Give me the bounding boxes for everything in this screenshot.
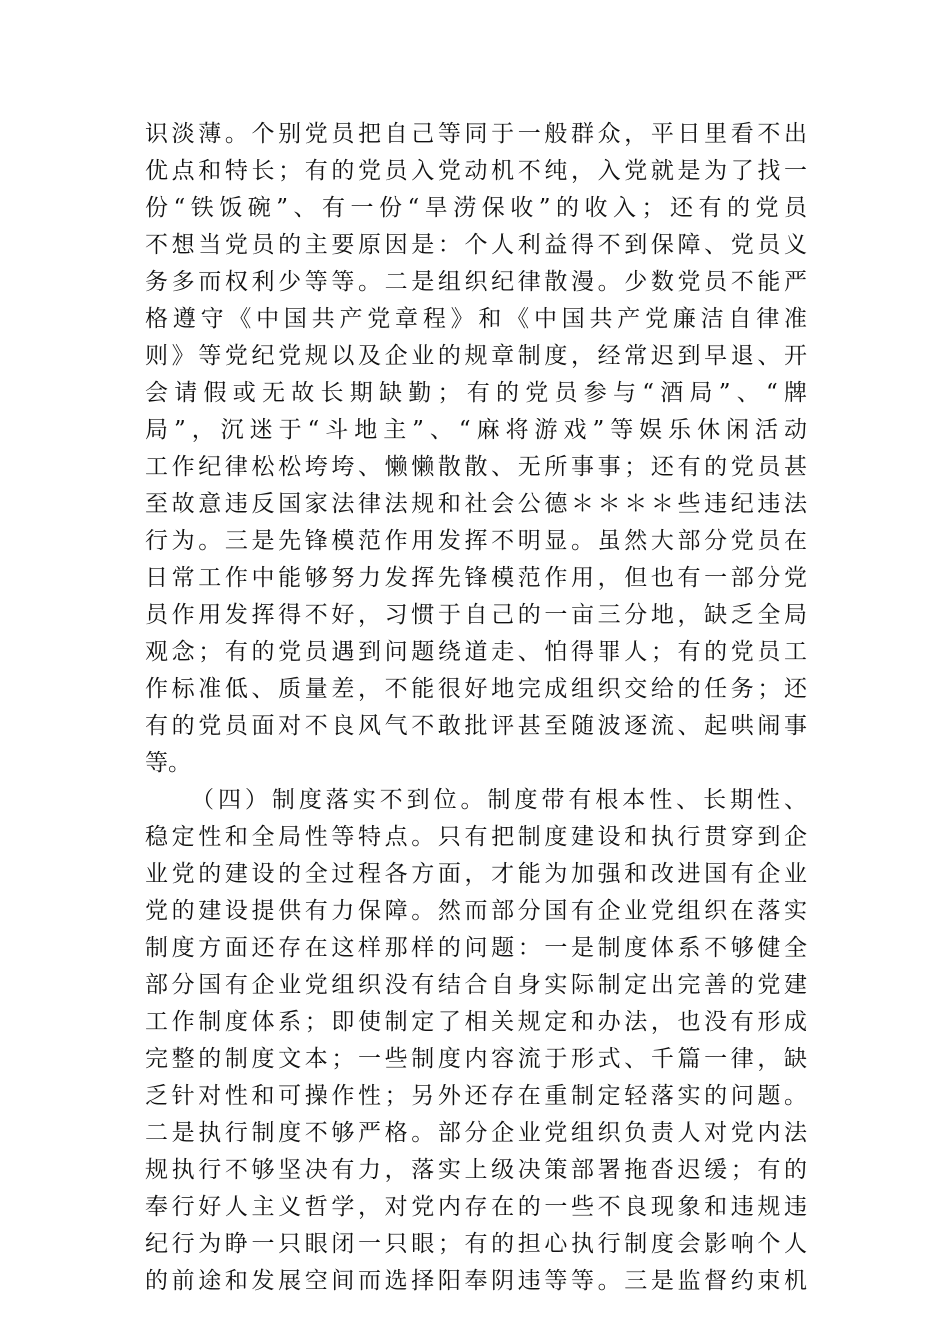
text-line: 完整的制度文本；一些制度内容流于形式、千篇一律，缺 — [145, 1046, 807, 1072]
text-line: 不想当党员的主要原因是：个人利益得不到保障、党员义 — [145, 232, 807, 258]
text-line: 规执行不够坚决有力，落实上级决策部署拖沓迟缓；有的 — [145, 1157, 807, 1183]
text-line: 作标准低、质量差，不能很好地完成组织交给的任务；还 — [145, 676, 807, 702]
text-line: 奉行好人主义哲学，对党内存在的一些不良现象和违规违 — [145, 1194, 807, 1220]
text-line: 制度方面还存在这样那样的问题：一是制度体系不够健全 — [145, 935, 807, 961]
text-line: 乏针对性和可操作性；另外还存在重制定轻落实的问题。 — [145, 1083, 807, 1109]
text-line: 日常工作中能够努力发挥先锋模范作用，但也有一部分党 — [145, 565, 807, 591]
text-line: 优点和特长；有的党员入党动机不纯，入党就是为了找一 — [145, 158, 807, 184]
text-line: 二是执行制度不够严格。部分企业党组织负责人对党内法 — [145, 1120, 807, 1146]
text-line: 则》等党纪党规以及企业的规章制度，经常迟到早退、开 — [145, 343, 807, 369]
text-line: 部分国有企业党组织没有结合自身实际制定出完善的党建 — [145, 972, 807, 998]
text-line: 员作用发挥得不好，习惯于自己的一亩三分地，缺乏全局 — [145, 602, 807, 628]
text-line: 党的建设提供有力保障。然而部分国有企业党组织在落实 — [145, 898, 807, 924]
text-line: 观念；有的党员遇到问题绕道走、怕得罪人；有的党员工 — [145, 639, 807, 665]
text-line: 稳定性和全局性等特点。只有把制度建设和执行贯穿到企 — [145, 824, 807, 850]
section-heading-line: （四）制度落实不到位。制度带有根本性、长期性、 — [191, 787, 807, 813]
text-line: 的前途和发展空间而选择阳奉阴违等等。三是监督约束机 — [145, 1268, 807, 1294]
paragraph-end-line: 等。 — [145, 750, 191, 776]
text-line: 至故意违反国家法律法规和社会公德＊＊＊＊些违纪违法 — [145, 491, 807, 517]
text-line: 会请假或无故长期缺勤；有的党员参与“酒局”、“牌 — [145, 380, 807, 406]
text-line: 识淡薄。个别党员把自己等同于一般群众，平日里看不出 — [145, 121, 807, 147]
text-line: 务多而权利少等等。二是组织纪律散漫。少数党员不能严 — [145, 269, 807, 295]
text-line: 工作制度体系；即使制定了相关规定和办法，也没有形成 — [145, 1009, 807, 1035]
body-text — [145, 116, 807, 1300]
text-line: 工作纪律松松垮垮、懒懒散散、无所事事；还有的党员甚 — [145, 454, 807, 480]
text-line: 业党的建设的全过程各方面，才能为加强和改进国有企业 — [145, 861, 807, 887]
text-line: 份“铁饭碗”、有一份“旱涝保收”的收入；还有的党员 — [145, 195, 807, 221]
text-line: 局”，沉迷于“斗地主”、“麻将游戏”等娱乐休闲活动 — [145, 417, 807, 443]
text-line: 有的党员面对不良风气不敢批评甚至随波逐流、起哄闹事 — [145, 713, 807, 739]
text-line: 格遵守《中国共产党章程》和《中国共产党廉洁自律准 — [145, 306, 807, 332]
text-line: 行为。三是先锋模范作用发挥不明显。虽然大部分党员在 — [145, 528, 807, 554]
text-line: 纪行为睁一只眼闭一只眼；有的担心执行制度会影响个人 — [145, 1231, 807, 1257]
